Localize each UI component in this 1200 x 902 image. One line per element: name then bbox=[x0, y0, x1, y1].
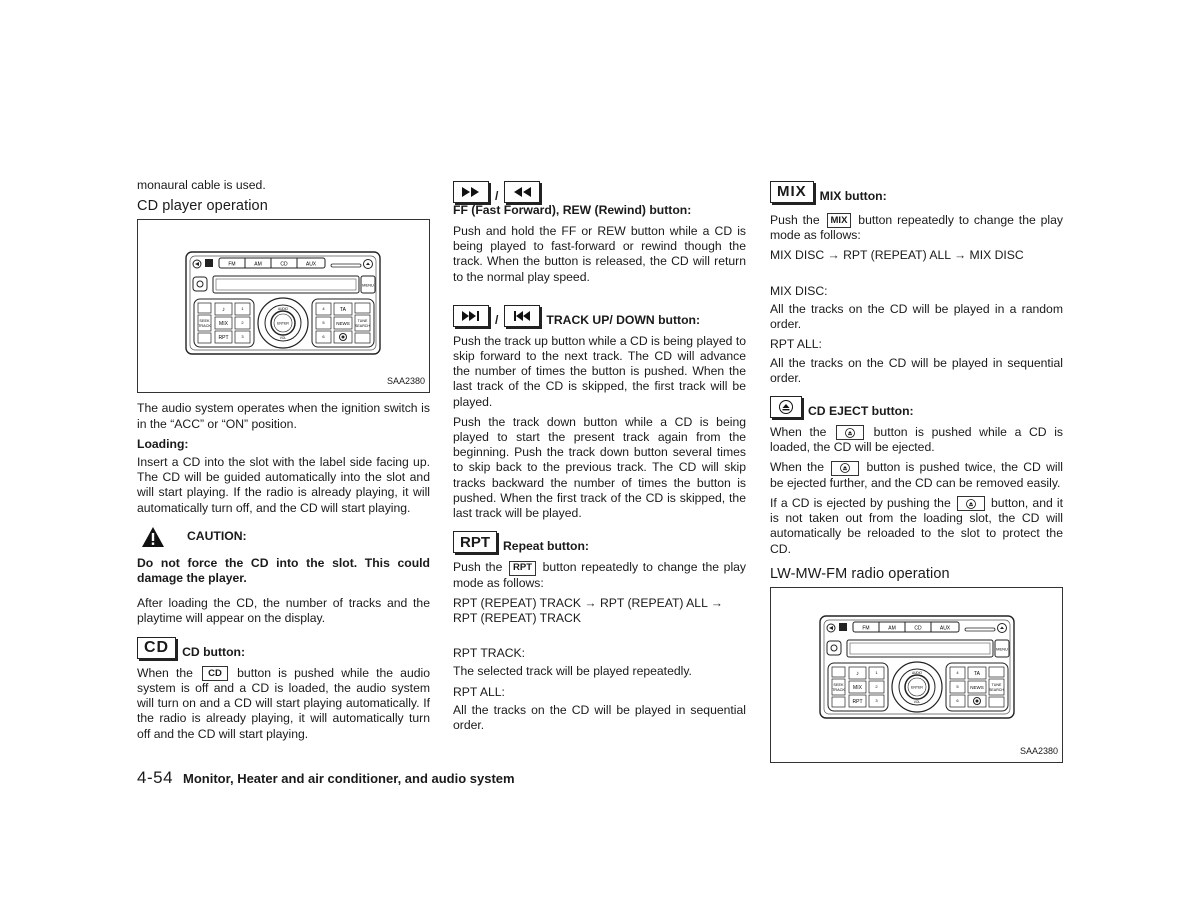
radio-figure bbox=[770, 587, 1063, 763]
svg-text:SEARCH: SEARCH bbox=[989, 687, 1004, 692]
svg-text:CD: CD bbox=[280, 261, 288, 268]
svg-text:♪: ♪ bbox=[222, 307, 225, 314]
svg-text:SEEK: SEEK bbox=[199, 319, 210, 324]
svg-text:6: 6 bbox=[322, 334, 325, 340]
svg-text:AUDIO: AUDIO bbox=[911, 670, 923, 675]
rpt-small-key-icon: RPT bbox=[509, 561, 536, 576]
svg-text:VOL: VOL bbox=[279, 336, 287, 341]
cd-player-figure bbox=[137, 219, 430, 393]
track-up-icon bbox=[453, 305, 489, 327]
svg-text:NEWS: NEWS bbox=[970, 684, 984, 690]
caution-title: CAUTION: bbox=[187, 529, 247, 544]
page-number: 4-54 bbox=[137, 768, 174, 787]
eject-paragraph-3 bbox=[770, 496, 1063, 557]
svg-text:TA: TA bbox=[339, 307, 347, 314]
eject-paragraph-1 bbox=[770, 425, 1063, 455]
radio-panel-drawing bbox=[819, 615, 1015, 719]
svg-text:MENU: MENU bbox=[362, 282, 374, 288]
svg-text:6: 6 bbox=[956, 697, 959, 703]
svg-text:2: 2 bbox=[241, 320, 244, 326]
cd-button-heading bbox=[137, 637, 430, 659]
svg-text:5: 5 bbox=[322, 320, 325, 326]
mix-heading bbox=[770, 181, 1063, 203]
svg-text:MIX: MIX bbox=[853, 684, 862, 691]
svg-text:3: 3 bbox=[875, 697, 878, 703]
repeat-sequence: RPT (REPEAT) TRACK → RPT (REPEAT) ALL → RPT (REPEAT) TRACK bbox=[453, 595, 723, 625]
eject-key-icon bbox=[770, 396, 802, 418]
eject-text-1a: When the bbox=[770, 424, 827, 439]
eject-small-icon bbox=[836, 425, 864, 440]
track-title: TRACK UP/ DOWN button: bbox=[546, 312, 701, 327]
svg-text:NEWS: NEWS bbox=[336, 321, 350, 327]
caution-text: Do not force the CD into the slot. This could damage the player. bbox=[137, 555, 430, 586]
svg-text:SEEK: SEEK bbox=[833, 682, 844, 687]
svg-text:AUDIO: AUDIO bbox=[277, 307, 289, 312]
svg-text:RPT: RPT bbox=[218, 335, 229, 342]
svg-text:4: 4 bbox=[956, 669, 959, 675]
svg-text:CD: CD bbox=[914, 625, 922, 632]
eject-text-3b: button, and it is not taken out from the loading slot, the CD will automatically be reloaded to the slot to protect the CD. bbox=[770, 495, 1063, 556]
loading-heading: Loading: bbox=[137, 436, 189, 451]
mix-text-b: button repeatedly to change the play mode as follows: bbox=[770, 213, 1063, 243]
eject-paragraph-2 bbox=[770, 460, 1063, 490]
svg-text:SEARCH: SEARCH bbox=[355, 324, 370, 329]
repeat-title: Repeat button: bbox=[503, 539, 589, 554]
column-left bbox=[137, 178, 430, 747]
svg-text:FM: FM bbox=[862, 625, 870, 632]
eject-small-icon bbox=[831, 461, 859, 476]
ff-rew-heading: / FF (Fast Forward), REW (Rewind) button: bbox=[453, 181, 746, 217]
figure-label: SAA2380 bbox=[1019, 745, 1058, 756]
radio-operation-heading: LW-MW-FM radio operation bbox=[770, 565, 950, 582]
radio-illustration bbox=[819, 615, 1015, 723]
eject-text-1b: button is pushed while a CD is loaded, the CD will be ejected. bbox=[770, 424, 1063, 455]
track-heading: / TRACK UP/ DOWN button: bbox=[453, 305, 746, 327]
svg-text:TRACK: TRACK bbox=[832, 687, 845, 692]
repeat-paragraph bbox=[453, 560, 746, 590]
svg-text:MIX: MIX bbox=[219, 321, 228, 328]
svg-text:TA: TA bbox=[973, 670, 981, 677]
ignition-paragraph: The audio system operates when the ignition switch is in the “ACC” or “ON” position. bbox=[137, 401, 430, 431]
svg-text:ENTER: ENTER bbox=[911, 685, 923, 690]
eject-text-2b: button is pushed twice, the CD will be ejected further, and the CD can be removed easily. bbox=[770, 460, 1063, 490]
after-loading-paragraph: After loading the CD, the number of tracks and the playtime will appear on the display. bbox=[137, 596, 430, 626]
rpt-all-desc: All the tracks on the CD will be played in sequential order. bbox=[453, 702, 746, 732]
track-paragraph-1: Push the track up button while a CD is being played to skip forward to the next track. The CD will advance the number of times the button is pushed. When the last track of the CD is skipped, the first track will be played. bbox=[453, 333, 746, 409]
svg-text:FM: FM bbox=[228, 261, 236, 268]
svg-text:RPT: RPT bbox=[852, 698, 863, 705]
mix-title: MIX button: bbox=[819, 189, 887, 203]
svg-text:♪: ♪ bbox=[856, 670, 859, 677]
svg-text:ENTER: ENTER bbox=[277, 321, 289, 326]
cd-small-key-icon: CD bbox=[202, 666, 228, 681]
loading-paragraph: Insert a CD into the slot with the label side facing up. The CD will be guided automatically into the slot and will start playing. If the radio is already playing, it will automatically turn off, and the CD will start playing. bbox=[137, 455, 430, 515]
intro-text: monaural cable is used. bbox=[137, 178, 266, 192]
mix-text-a: Push the bbox=[770, 213, 820, 227]
cd-button-title: CD button: bbox=[182, 644, 246, 659]
svg-text:TRACK: TRACK bbox=[198, 324, 211, 329]
svg-text:AUX: AUX bbox=[305, 261, 317, 268]
repeat-heading bbox=[453, 531, 746, 553]
mix-key-icon: MIX bbox=[770, 181, 814, 203]
mix-rpt-all-desc: All the tracks on the CD will be played in sequential order. bbox=[770, 355, 1063, 385]
track-down-icon bbox=[504, 305, 540, 327]
track-paragraph-2: Push the track down button while a CD is being played to start the present track again from the beginning. Push the track down button several times to skip back to the previous track. The CD will skip tracks backward the number of times the button is pushed. When the first track of the CD is skipped, the last track will be played. bbox=[453, 414, 746, 521]
cd-text-a: When the bbox=[137, 665, 193, 680]
eject-text-3a: If a CD is ejected by pushing the bbox=[770, 495, 951, 510]
svg-text:1: 1 bbox=[875, 669, 878, 675]
rpt-track-desc: The selected track will be played repeatedly. bbox=[453, 664, 692, 679]
warning-triangle-icon bbox=[141, 526, 165, 548]
svg-text:AM: AM bbox=[888, 625, 896, 632]
svg-text:AM: AM bbox=[254, 261, 262, 268]
mix-paragraph bbox=[770, 213, 1063, 243]
radio-illustration bbox=[185, 251, 381, 359]
svg-text:TUNE: TUNE bbox=[357, 319, 368, 324]
cd-text-b: button is pushed while the audio system is off and a CD is loaded, the audio system will turn on and a CD will start playing automatically. If the radio is already playing, it will automatically turn off and the CD will start playing. bbox=[137, 665, 430, 741]
svg-text:1: 1 bbox=[241, 306, 244, 312]
rpt-all-label: RPT ALL: bbox=[453, 684, 505, 699]
caution-header bbox=[141, 526, 430, 548]
cd-player-heading: CD player operation bbox=[137, 198, 268, 215]
eject-small-icon bbox=[957, 496, 985, 511]
page-footer bbox=[137, 768, 515, 788]
mix-disc-desc: All the tracks on the CD will be played in a random order. bbox=[770, 301, 1063, 332]
column-middle bbox=[453, 178, 746, 738]
eject-heading bbox=[770, 396, 1063, 418]
ff-rew-paragraph: Push and hold the FF or REW button while a CD is being played to fast-forward or rewind though the track. When the button is released, the CD will return to the normal play speed. bbox=[453, 224, 746, 284]
svg-text:3: 3 bbox=[241, 334, 244, 340]
eject-text-2a: When the bbox=[770, 460, 824, 475]
fast-forward-icon bbox=[453, 181, 489, 203]
rpt-key-icon: RPT bbox=[453, 531, 497, 553]
rpt-text-b: button repeatedly to change the play mode as follows: bbox=[453, 560, 747, 590]
rpt-text-a: Push the bbox=[453, 560, 503, 575]
eject-title: CD EJECT button: bbox=[808, 403, 914, 418]
cd-key-icon: CD bbox=[137, 637, 176, 659]
svg-text:2: 2 bbox=[875, 683, 878, 689]
svg-text:MENU: MENU bbox=[996, 646, 1008, 652]
rewind-icon bbox=[504, 181, 540, 203]
mix-disc-label: MIX DISC: bbox=[770, 283, 828, 298]
column-right bbox=[770, 178, 1063, 763]
svg-text:5: 5 bbox=[956, 683, 959, 689]
mix-rpt-all-label: RPT ALL: bbox=[770, 337, 822, 352]
cd-button-paragraph bbox=[137, 666, 430, 742]
svg-text:AUX: AUX bbox=[939, 625, 951, 632]
svg-text:4: 4 bbox=[322, 306, 325, 312]
mix-small-key-icon: MIX bbox=[827, 213, 852, 228]
chapter-title: Monitor, Heater and air conditioner, and audio system bbox=[183, 771, 515, 786]
rpt-track-label: RPT TRACK: bbox=[453, 646, 526, 661]
svg-text:TUNE: TUNE bbox=[991, 682, 1002, 687]
svg-text:VOL: VOL bbox=[913, 699, 921, 704]
radio-panel-drawing bbox=[185, 251, 381, 355]
mix-sequence: MIX DISC → RPT (REPEAT) ALL → MIX DISC bbox=[770, 248, 1024, 263]
figure-label: SAA2380 bbox=[386, 376, 425, 387]
ff-rew-title: FF (Fast Forward), REW (Rewind) button: bbox=[453, 203, 692, 217]
